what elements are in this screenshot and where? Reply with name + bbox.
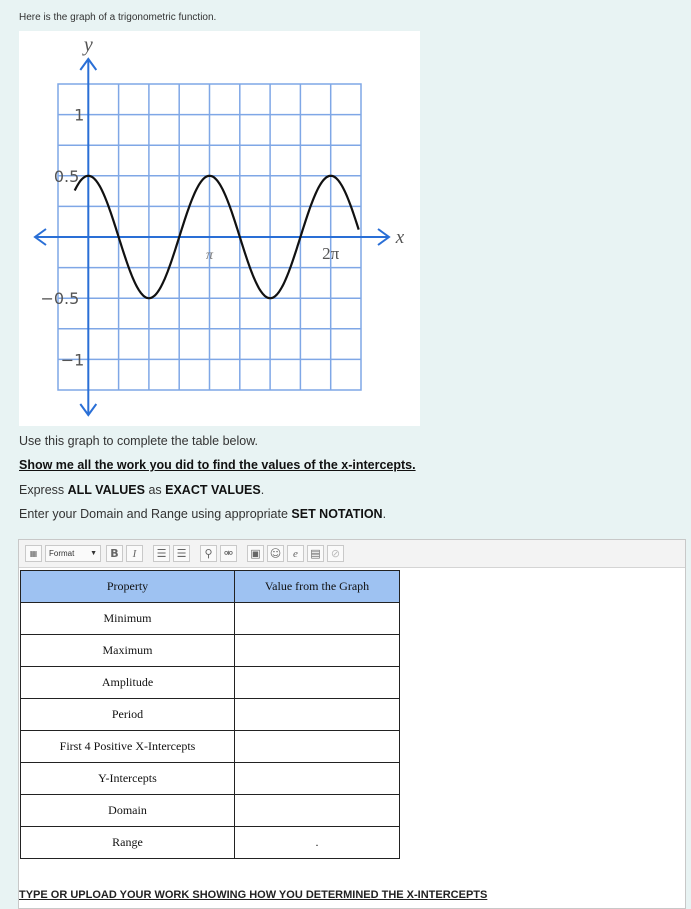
table-row [21, 635, 400, 667]
image-icon[interactable]: ▣ [247, 545, 264, 562]
row-value-cell[interactable] [235, 635, 400, 667]
table-row [21, 667, 400, 699]
link-icon[interactable]: ⚲ [200, 545, 217, 562]
numbered-list-icon[interactable]: ☰ [173, 545, 190, 562]
bulleted-list-icon[interactable]: ☰ [153, 545, 170, 562]
instruction-line-3-mid: as [144, 483, 166, 497]
row-value-cell[interactable]: . [235, 827, 400, 859]
instruction-line-4 [19, 507, 386, 521]
row-value-cell[interactable] [235, 763, 400, 795]
source-icon[interactable]: ▦ [25, 545, 42, 562]
italic-button[interactable] [126, 545, 143, 562]
y-tick-label: 1 [74, 105, 85, 125]
instruction-line-3-pre: Express [19, 483, 68, 497]
x-tick-label-2pi: 2π [322, 244, 340, 263]
row-value-cell[interactable] [235, 795, 400, 827]
x-axis-label: x [395, 227, 405, 248]
row-property: Amplitude [21, 667, 235, 699]
row-property: Range [21, 827, 235, 859]
y-axis-label: y [83, 34, 93, 56]
instruction-exact-values: EXACT VALUES [165, 483, 261, 497]
table-row [21, 795, 400, 827]
y-tick-label: −1 [60, 350, 85, 370]
media-icon[interactable]: ▤ [307, 545, 324, 562]
instruction-line-3 [19, 483, 264, 497]
table-row [21, 827, 400, 859]
format-label: Format [49, 549, 75, 558]
x-tick-label-pi: π [205, 248, 214, 263]
function-graph [19, 31, 420, 426]
row-property: Domain [21, 795, 235, 827]
row-value-cell[interactable] [235, 667, 400, 699]
table-row [21, 699, 400, 731]
table-row [21, 731, 400, 763]
bold-label: B [110, 547, 119, 560]
instruction-set-notation: SET NOTATION [291, 507, 383, 521]
intro-text: Here is the graph of a trigonometric function. [19, 12, 217, 23]
y-tick-label: −0.5 [40, 289, 80, 309]
editor-toolbar [19, 540, 685, 568]
row-property: First 4 Positive X-Intercepts [21, 731, 235, 763]
instruction-line-4-post: . [382, 507, 387, 521]
unlink-icon[interactable]: ⚮ [220, 545, 237, 562]
instruction-line-4-pre: Enter your Domain and Range using appropriate [19, 507, 292, 521]
attachment-icon[interactable]: ⊘ [327, 545, 344, 562]
italic-label: I [132, 547, 137, 560]
bold-button[interactable] [106, 545, 123, 562]
chevron-down-icon: ▼ [90, 550, 97, 557]
table-row [21, 603, 400, 635]
table-header-row [21, 571, 400, 603]
header-property: Property [21, 571, 235, 603]
rich-text-editor[interactable] [18, 539, 686, 909]
graph-svg [19, 31, 420, 426]
row-value-cell[interactable] [235, 731, 400, 763]
table-row [21, 763, 400, 795]
instruction-line-3-post: . [260, 483, 265, 497]
math-equation-icon[interactable]: e [287, 545, 304, 562]
row-value-cell[interactable] [235, 699, 400, 731]
properties-table [20, 570, 400, 859]
instruction-all-values: ALL VALUES [67, 483, 145, 497]
row-property: Maximum [21, 635, 235, 667]
y-tick-label: 0.5 [53, 166, 80, 186]
row-value-cell[interactable] [235, 603, 400, 635]
instruction-line-1: Use this graph to complete the table below. [19, 434, 259, 448]
row-property: Period [21, 699, 235, 731]
smiley-icon[interactable]: ☺ [267, 545, 284, 562]
row-property: Minimum [21, 603, 235, 635]
header-value: Value from the Graph [235, 571, 400, 603]
instruction-line-2: Show me all the work you did to find the values of the x-intercepts. [19, 458, 416, 472]
format-dropdown[interactable] [45, 545, 101, 562]
row-property: Y-Intercepts [21, 763, 235, 795]
upload-work-instruction: TYPE OR UPLOAD YOUR WORK SHOWING HOW YOU DETERMINED THE X-INTERCEPTS [19, 889, 488, 901]
